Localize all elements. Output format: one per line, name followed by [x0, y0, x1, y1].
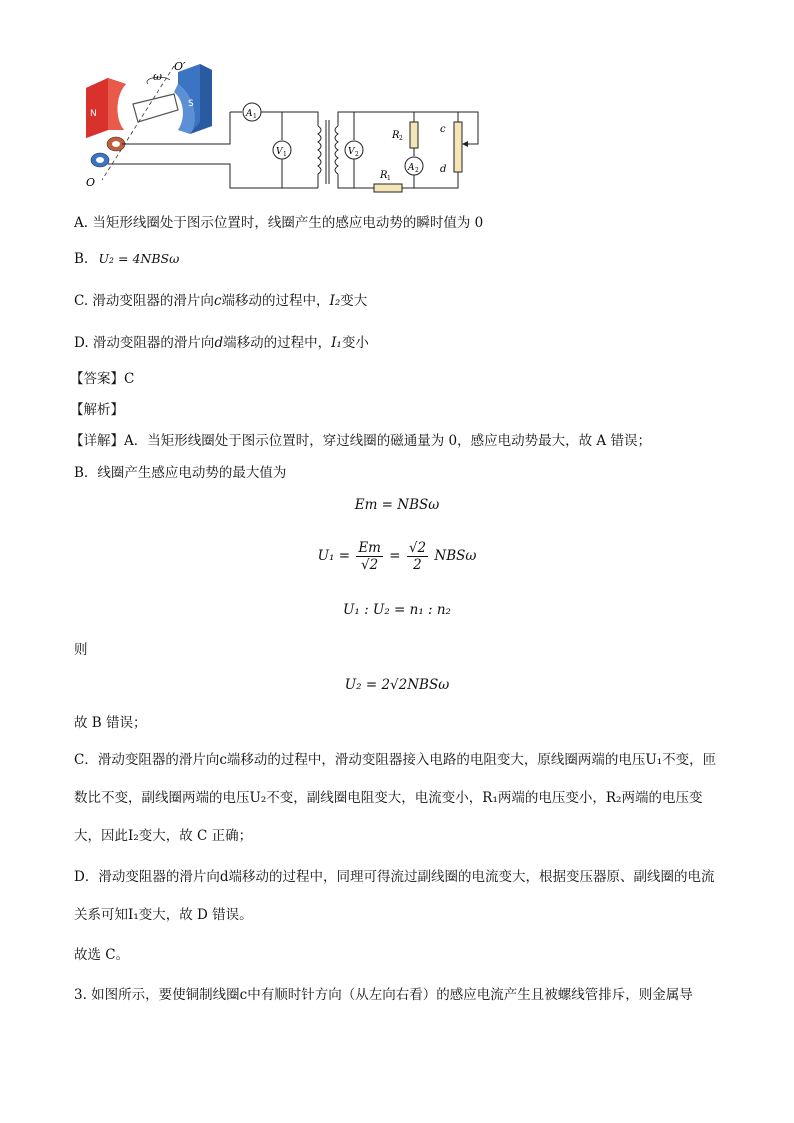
choose: 故选 C。	[74, 947, 130, 963]
circuit-figure	[78, 60, 498, 200]
resistor-r1	[374, 184, 402, 192]
equation-u1: U₁ = $\frac{Em}{√2}$ = $\frac{√2}{2}$ NBSω	[317, 540, 477, 573]
svg-text:1: 1	[387, 175, 391, 182]
omega-label: ω	[153, 70, 162, 83]
answer	[70, 369, 134, 389]
equation-ratio: U₁ : U₂ = n₁ : n₂	[343, 602, 451, 618]
secondary-coil	[335, 126, 338, 174]
detail-d: D．滑动变阻器的滑片向d端移动的过程中，同理可得流过副线圈的电流变大，根据变压器原、副线圈的电流关系可知I₁变大，故 D 错误。	[74, 869, 715, 923]
option-d: D. 滑动变阻器的滑片向d端移动的过程中，I₁变小	[74, 335, 369, 351]
svg-text:A: A	[408, 163, 415, 173]
rect-coil	[133, 94, 178, 122]
option-b: B. U₂ = 4NBSω	[74, 251, 180, 267]
equation-u2: U₂ = 2√2NBSω	[344, 677, 450, 693]
magnet-s-label: S	[188, 99, 194, 109]
svg-text:c: c	[440, 124, 446, 135]
svg-text:2: 2	[399, 135, 403, 142]
svg-text:1: 1	[283, 151, 287, 158]
svg-text:1: 1	[253, 113, 257, 120]
analysis-label: 【解析】	[70, 402, 124, 418]
svg-text:2: 2	[355, 151, 359, 158]
wire-bottom	[108, 164, 318, 188]
rheostat	[454, 122, 462, 172]
equation-em: Em = NBSω	[354, 497, 440, 513]
svg-text:R: R	[392, 130, 400, 141]
svg-text:d: d	[440, 164, 447, 175]
detail-c: C．滑动变阻器的滑片向c端移动的过程中，滑动变阻器接入电路的电阻变大，原线圈两端的电压U₁不变，匝数比不变，副线圈两端的电压U₂不变，副线圈电阻变大，电流变小，R₁两端的电压变小，R₂两端的电压变大，因此I₂变大，故 C 正确；	[74, 752, 717, 844]
svg-text:A: A	[246, 109, 253, 119]
wire-top	[122, 112, 230, 144]
axis-top-label: O′	[174, 60, 186, 73]
option-b-formula: U₂ = 4NBSω	[98, 251, 180, 266]
svg-text:V: V	[276, 147, 283, 157]
svg-text:2: 2	[415, 167, 419, 174]
option-c: C. 滑动变阻器的滑片向c端移动的过程中，I₂变大	[74, 293, 368, 309]
detail-b-intro: B．线圈产生感应电动势的最大值为	[74, 465, 287, 481]
magnet-n-label: N	[90, 109, 97, 119]
b-conclusion: 故 B 错误；	[74, 715, 147, 731]
question-3: 3. 如图所示，要使铜制线圈c中有顺时针方向（从左向右看）的感应电流产生且被螺线管排斥，则金属导	[74, 987, 693, 1003]
axis-bottom-label: O	[86, 176, 96, 189]
svg-text:R: R	[380, 170, 388, 181]
answer-value: C	[124, 371, 135, 387]
magnet-n	[86, 78, 126, 138]
then-label: 则	[74, 642, 88, 658]
resistor-r2	[410, 122, 418, 148]
answer-label: 【答案】	[70, 371, 124, 387]
detail-a: 【详解】A．当矩形线圈处于图示位置时，穿过线圈的磁通量为 0，感应电动势最大，故 A 错误；	[70, 433, 651, 449]
option-a: A. 当矩形线圈处于图示位置时，线圈产生的感应电动势的瞬时值为 0	[74, 215, 484, 231]
svg-text:V: V	[348, 147, 355, 157]
primary-coil	[318, 126, 321, 188]
